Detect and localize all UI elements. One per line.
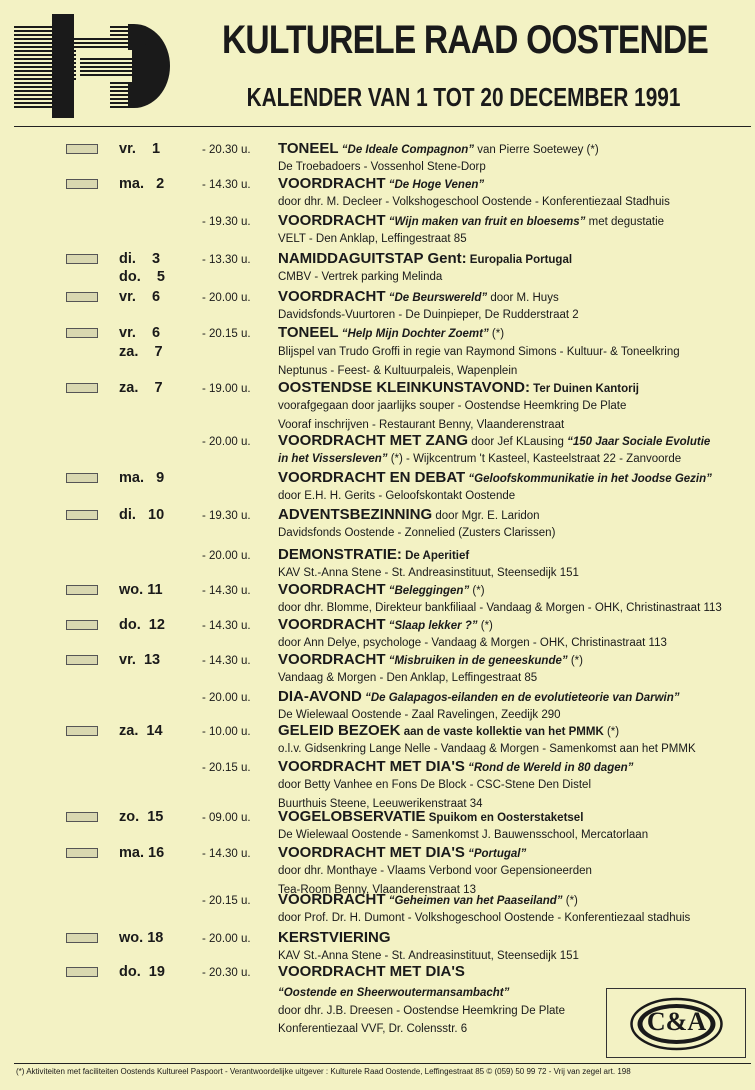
event-detail: door dhr. J.B. Dreesen - Oostendse Heemkring De Plate [278,1004,566,1017]
event-category: VOORDRACHT [278,288,386,305]
event-marker-box [66,292,98,302]
event-marker-box [66,510,98,520]
event-detail: De Troebadoers - Vossenhol Stene-Dorp [278,161,486,173]
event-heading [278,545,469,566]
event-row [0,505,755,539]
event-row [0,687,755,721]
event-rest: (*) [469,585,485,597]
event-marker-box [66,585,98,595]
ca-logo-text: C&A [646,1007,707,1036]
event-heading [278,687,680,708]
event-detail-title: “Oostende en Sheerwoutermansambacht” [278,987,510,999]
event-detail: Davidsfonds Oostende - Zonnelied (Zusters Clarissen) [278,527,556,539]
event-detail: Blijspel van Trudo Groffi in regie van Raymond Simons - Kultuur- & Toneelkring [278,346,680,358]
event-time: - 14.30 u. [202,585,251,597]
event-marker-box [66,933,98,943]
footer-note: (*) Aktiviteiten met faciliteiten Oostends Kultureel Paspoort - Verantwoordelijke uitgever : Kulturele Raad Oostende, Leffingestraat 85 © (059) 50 99 72 - Vrij van zegel art. 198 [16,1067,631,1076]
event-heading [278,721,619,742]
event-title: “Rond de Wereld in 80 dagen” [464,762,634,774]
event-title: “De Galapagos-eilanden en de evolutieteorie van Darwin” [361,692,680,704]
event-category: GELEID BEZOEK [278,722,401,739]
event-detail-title: in het Vissersleven” [278,453,388,465]
event-row [0,807,755,841]
event-title: “150 Jaar Sociale Evolutie [567,436,711,448]
event-marker-box [66,812,98,822]
bottom-divider [14,1063,751,1064]
event-marker-box [66,473,98,483]
event-category: OOSTENDSE KLEINKUNSTAVOND: [278,379,530,396]
event-day: di. 10 [119,507,165,523]
event-day: di. 3 [119,251,161,267]
event-detail: KAV St.-Anna Stene - St. Andreasinstituut, Steensedijk 151 [278,567,579,579]
event-row [0,323,755,343]
event-time: - 20.15 u. [202,895,251,907]
event-heading [278,174,484,195]
event-title: “Help Mijn Dochter Zoemt” [338,328,489,340]
event-row [0,615,755,649]
event-day: za. 7 [119,344,163,360]
event-time: - 14.30 u. [202,655,251,667]
event-time: - 20.00 u. [202,436,251,448]
event-detail: door Ann Delye, psychologe - Vandaag & Morgen - OHK, Christinastraat 113 [278,637,667,649]
event-row [0,431,755,465]
event-title: “Slaap lekker ?” [385,620,478,632]
event-row [0,267,755,287]
event-detail: voorafgegaan door jaarlijks souper - Oostendse Heemkring De Plate [278,400,627,412]
event-time: - 14.30 u. [202,848,251,860]
event-time: - 14.30 u. [202,620,251,632]
event-category: VOORDRACHT MET ZANG [278,432,468,449]
event-heading [278,890,578,911]
event-day: do. 5 [119,269,165,285]
event-day: vr. 13 [119,652,161,668]
event-time: - 20.15 u. [202,762,251,774]
event-marker-box [66,144,98,154]
event-time: - 19.30 u. [202,216,251,228]
event-rest: (*) [477,620,493,632]
event-detail: Tea-Room Benny, Vlaanderenstraat 13 [278,883,476,896]
event-detail: door dhr. M. Decleer - Volkshogeschool Oostende - Konferentiezaal Stadhuis [278,196,670,208]
event-detail: Buurthuis Steene, Leeuwerikenstraat 34 [278,797,483,810]
event-detail: Neptunus - Feest- & Kultuurpaleis, Wapenplein [278,364,518,377]
event-category: VOORDRACHT [278,891,386,908]
event-subtitle: Ter Duinen Kantorij [529,383,639,395]
event-day: wo. 18 [119,930,164,946]
event-category: VOORDRACHT EN DEBAT [278,469,466,486]
event-rest: door M. Huys [487,292,559,304]
event-marker-box [66,967,98,977]
event-category: VOORDRACHT [278,212,386,229]
event-heading [278,287,559,308]
event-category: VOORDRACHT MET DIA'S [278,758,465,775]
event-heading [278,757,633,778]
event-detail: door Betty Vanhee en Fons De Block - CSC-Stene Den Distel [278,779,591,791]
event-title: “Beleggingen” [385,585,470,597]
event-time: - 20.30 u. [202,144,251,156]
event-time: - 20.00 u. [202,692,251,704]
event-row [0,928,755,962]
event-category: VOORDRACHT [278,175,386,192]
event-category: NAMIDDAGUITSTAP Gent: [278,250,467,267]
event-time: - 19.30 u. [202,510,251,522]
event-heading [278,323,504,344]
event-marker-box [66,254,98,264]
event-row [0,378,755,431]
event-rest: door Jef KLausing [468,436,568,448]
event-detail: o.l.v. Gidsenkring Lange Nelle - Vandaag & Morgen - Samenkomst aan het PMMK [278,743,696,755]
event-heading [278,431,710,452]
event-heading [278,843,526,864]
event-detail: door Prof. Dr. H. Dumont - Volkshogeschool Oostende - Konferentiezaal stadhuis [278,912,691,924]
event-day: vr. 6 [119,325,161,341]
event-detail: De Wielewaal Oostende - Samenkomst J. Bauwensschool, Mercatorlaan [278,829,649,841]
event-title: “De Hoge Venen” [385,179,485,191]
event-time: - 20.15 u. [202,328,251,340]
event-row [0,342,755,377]
event-day: vr. 6 [119,289,161,305]
event-row [0,211,755,245]
event-time: - 20.00 u. [202,933,251,945]
event-detail: KAV St.-Anna Stene - St. Andreasinstituut, Steensedijk 151 [278,950,579,962]
event-title: “Portugal” [464,848,527,860]
event-category: KERSTVIERING [278,929,391,946]
event-title: “Misbruiken in de geneeskunde” [385,655,568,667]
event-heading [278,615,493,636]
event-category: VOORDRACHT [278,616,386,633]
event-rest: (*) [603,726,620,738]
event-title: “Geheimen van het Paaseiland” [385,895,563,907]
event-subtitle: Spuikom en Oosterstaketsel [425,812,584,824]
event-category: ADVENTSBEZINNING [278,506,433,523]
event-detail: door dhr. Monthaye - Vlaams Verbond voor Gepensioneerden [278,865,592,877]
event-day: do. 12 [119,617,165,633]
event-title: “Geloofskommunikatie in het Joodse Gezin” [465,473,712,485]
event-category: TONEEL [278,324,339,341]
event-day: vr. 1 [119,141,161,157]
sponsor-box [606,988,746,1058]
event-marker-box [66,620,98,630]
event-detail: door dhr. Blomme, Direkteur bankfiliaal - Vandaag & Morgen - OHK, Christinastraat 113 [278,602,722,614]
event-row [0,468,755,502]
organization-title: KULTURELE RAAD OOSTENDE [222,18,708,62]
event-rest: (*) [567,655,583,667]
event-marker-box [66,328,98,338]
event-heading [278,580,485,601]
event-day: za. 14 [119,723,163,739]
event-heading [278,211,664,232]
event-title: “Wijn maken van fruit en bloesems” [385,216,586,228]
event-marker-box [66,848,98,858]
event-row [0,843,755,896]
event-rest: door Mgr. E. Laridon [432,510,540,522]
event-title: “De Ideale Compagnon” [338,144,475,156]
event-title: “De Beurswereld” [385,292,488,304]
event-row [0,287,755,321]
event-row [0,890,755,924]
event-subtitle: De Aperitief [401,550,470,562]
event-category: TONEEL [278,140,339,157]
event-category: VOORDRACHT MET DIA'S [278,844,465,861]
event-detail: VELT - Den Anklap, Leffingestraat 85 [278,233,467,245]
event-detail-text: (*) - Wijkcentrum 't Kasteel, Kasteelstraat 22 - Zanvoorde [387,453,682,465]
event-marker-box [66,179,98,189]
event-day: wo. 11 [119,582,163,598]
event-heading [278,928,391,948]
event-day: ma. 9 [119,470,165,486]
event-day: zo. 15 [119,809,164,825]
event-heading [278,505,540,526]
event-rest: met degustatie [585,216,665,228]
event-row [0,545,755,579]
event-day: za. 7 [119,380,163,396]
event-heading [278,962,465,982]
event-time: - 09.00 u. [202,812,251,824]
event-time: - 20.00 u. [202,292,251,304]
event-rest: (*) [488,328,505,340]
event-category: VOORDRACHT [278,651,386,668]
event-row [0,249,755,269]
event-time: - 13.30 u. [202,254,251,266]
event-marker-box [66,383,98,393]
event-day: ma. 16 [119,845,165,861]
event-time: - 20.00 u. [202,550,251,562]
event-detail: Davidsfonds-Vuurtoren - De Duinpieper, De Rudderstraat 2 [278,309,579,321]
event-subtitle: Europalia Portugal [466,254,573,266]
event-rest: (*) [562,895,578,907]
event-time: - 20.30 u. [202,967,251,979]
event-heading [278,807,583,828]
event-row [0,174,755,208]
event-row [0,721,755,755]
event-day: ma. 2 [119,176,165,192]
event-category: DIA-AVOND [278,688,362,705]
event-heading [278,650,583,671]
event-time: - 19.00 u. [202,383,251,395]
event-heading [278,378,639,399]
event-category: VOORDRACHT [278,581,386,598]
event-row [0,139,755,173]
event-detail: Konferentiezaal VVF, Dr. Colensstr. 6 [278,1023,468,1035]
event-time: - 10.00 u. [202,726,251,738]
event-time: - 14.30 u. [202,179,251,191]
event-row [0,580,755,614]
event-category: DEMONSTRATIE: [278,546,402,563]
event-detail [278,450,681,468]
event-marker-box [66,726,98,736]
event-rest: van Pierre Soetewey (*) [474,144,599,156]
event-subtitle: aan de vaste kollektie van het PMMK [400,726,604,738]
event-day: do. 19 [119,964,165,980]
event-marker-box [66,655,98,665]
event-category: VOORDRACHT MET DIA'S [278,963,465,980]
event-detail: Vandaag & Morgen - Den Anklap, Leffingestraat 85 [278,672,538,684]
event-category: VOGELOBSERVATIE [278,808,426,825]
calendar-subtitle: KALENDER VAN 1 TOT 20 DECEMBER 1991 [246,82,681,112]
event-detail: door E.H. H. Gerits - Geloofskontakt Oostende [278,490,516,502]
event-heading [278,468,712,489]
event-row [0,650,755,684]
event-heading [278,139,599,160]
event-detail: Vooraf inschrijven - Restaurant Benny, Vlaanderenstraat [278,418,565,431]
event-row [0,757,755,810]
event-detail: CMBV - Vertrek parking Melinda [278,271,443,283]
event-detail: De Wielewaal Oostende - Zaal Ravelingen, Zeedijk 290 [278,709,561,721]
